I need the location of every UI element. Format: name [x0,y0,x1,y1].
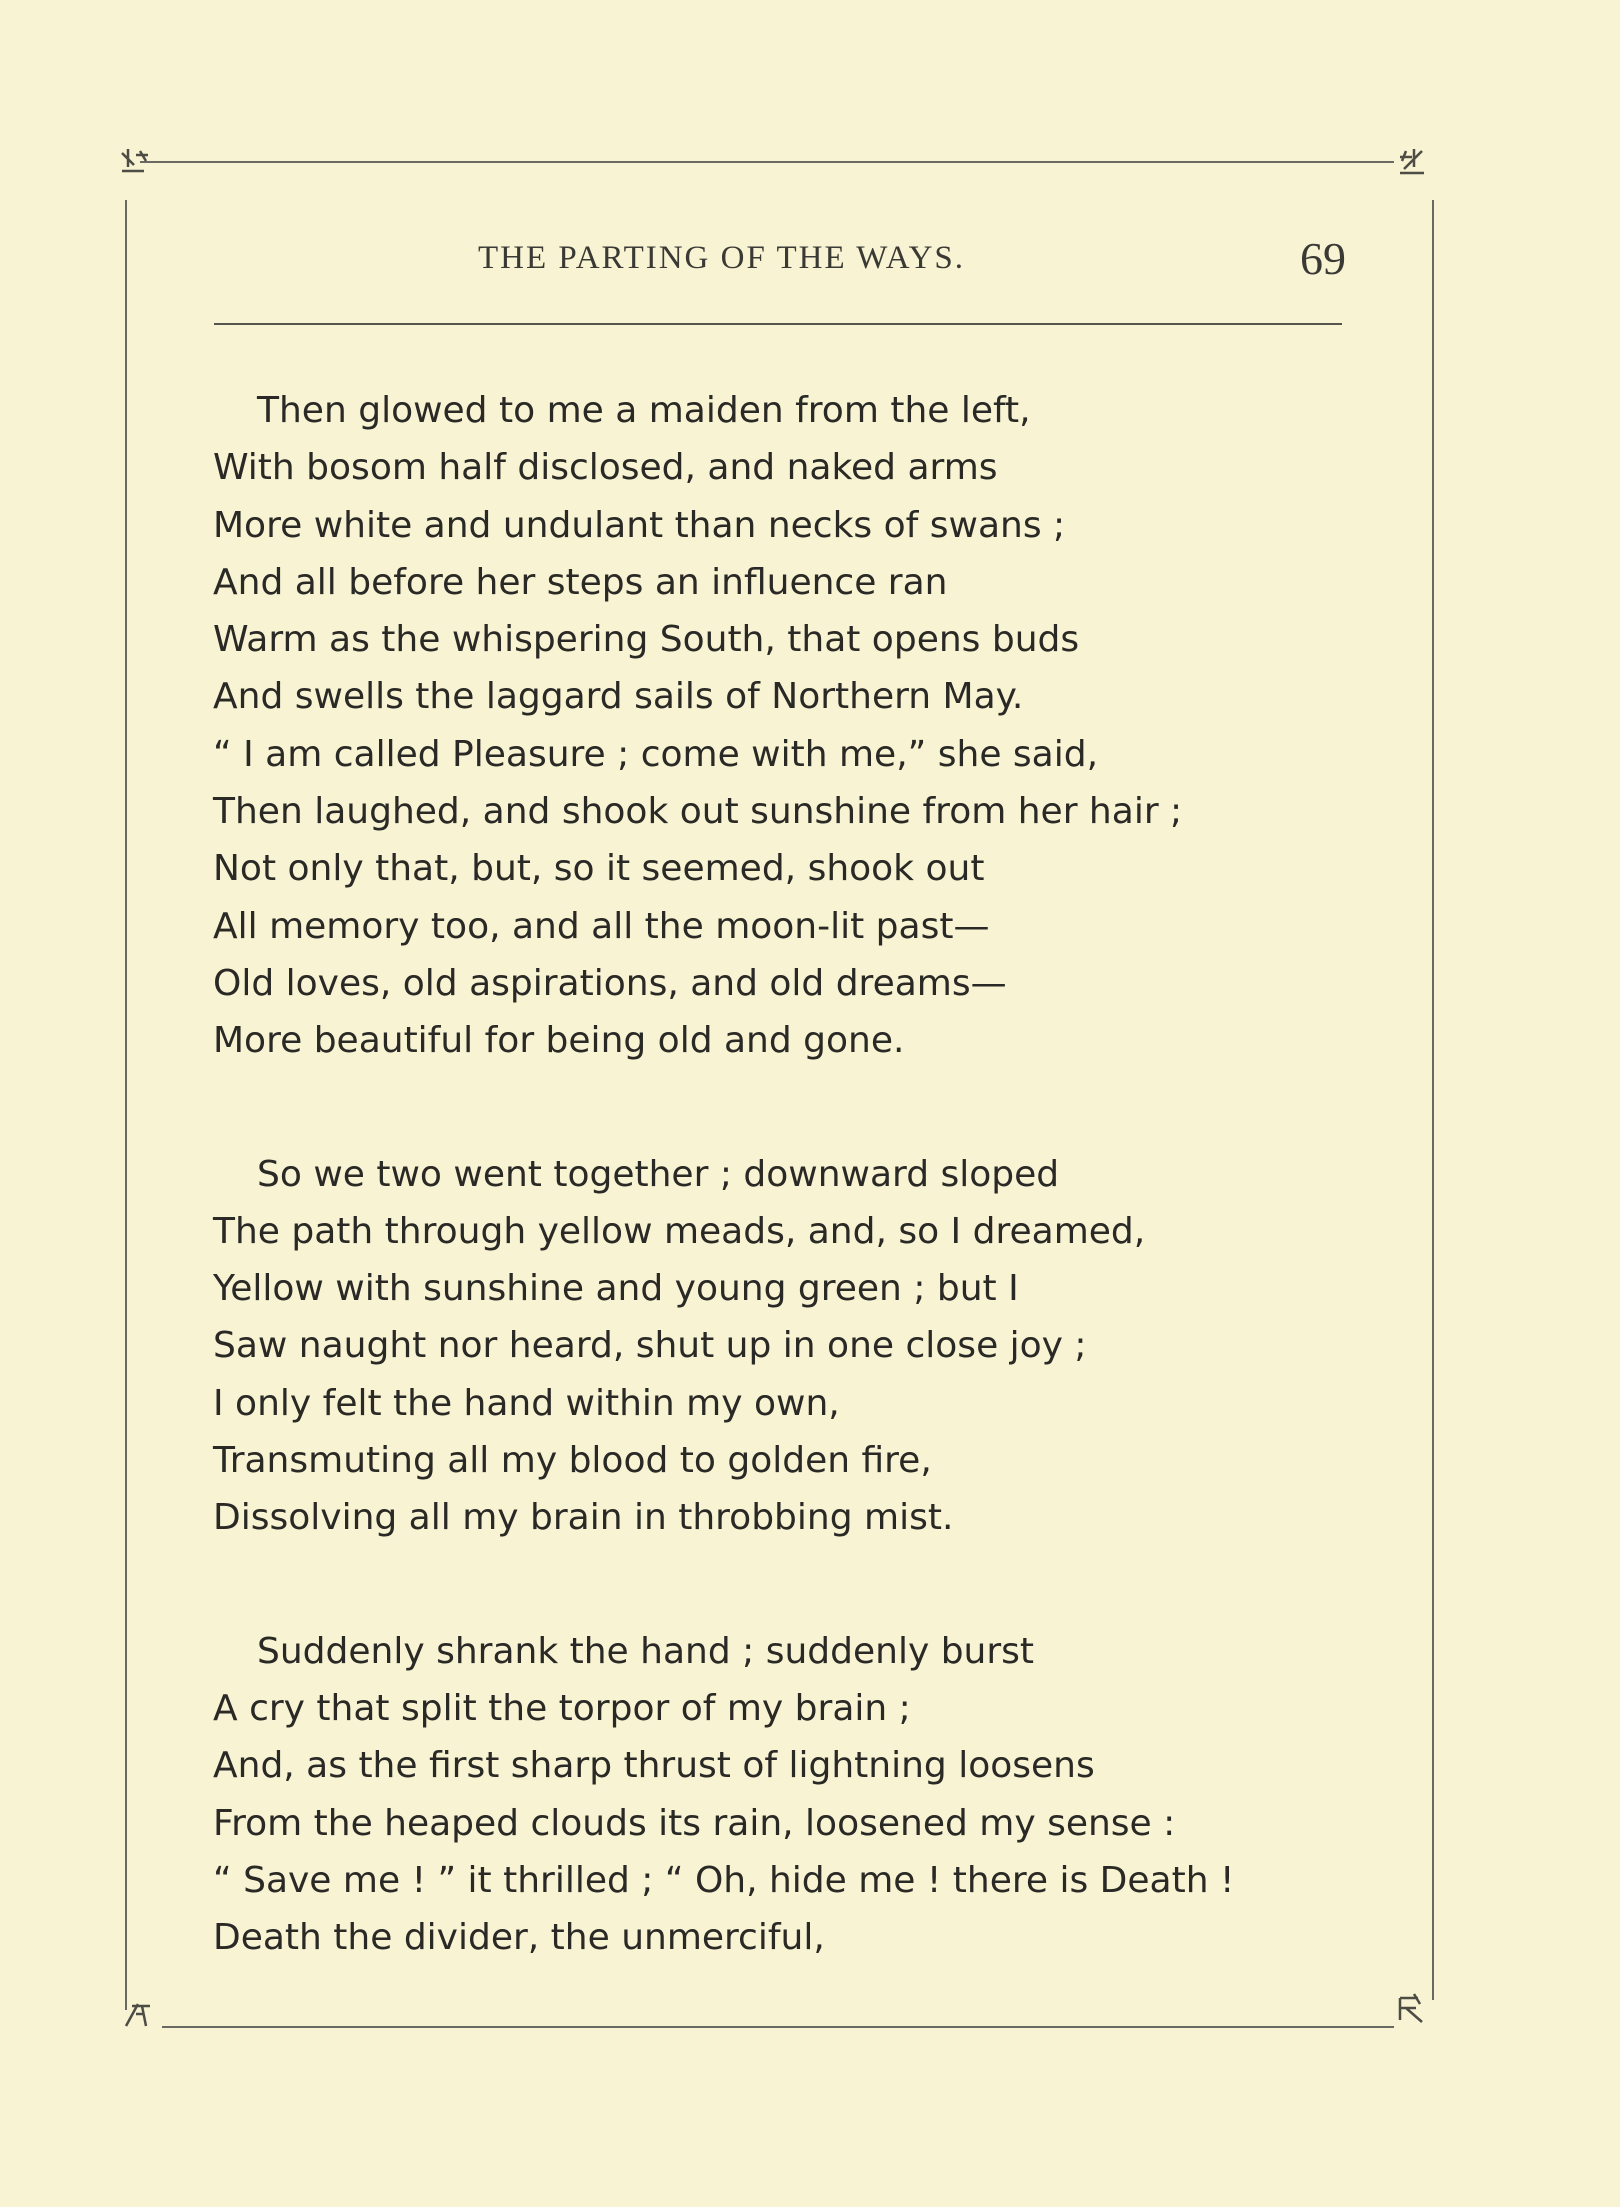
border-bottom-rule [162,2026,1394,2028]
poem-line: And all before her steps an influence ran [213,561,948,603]
poem-line: Not only that, but, so it seemed, shook out [213,848,985,890]
poem-line: Then glowed to me a maiden from the left, [257,390,1031,431]
poem-line: More white and undulant than necks of swans ; [213,504,1066,546]
border-right-rule [1432,200,1434,2000]
poem-line: Saw naught nor heard, shut up in one close joy ; [213,1325,1087,1367]
poem-line: The path through yellow meads, and, so I dreamed, [213,1210,1146,1252]
poem-line: Dissolving all my brain in throbbing mist. [213,1497,954,1539]
poem-line: Then laughed, and shook out sunshine from her hair ; [213,791,1183,833]
poem-line: And swells the laggard sails of Northern May. [213,676,1024,718]
stanza-break [213,1070,1393,1146]
poem-line: Warm as the whispering South, that opens buds [213,619,1080,661]
poem-body [213,382,1393,1966]
stanza-1 [213,382,1393,1070]
poem-line: I only felt the hand within my own, [213,1382,840,1424]
poem-line: A cry that split the torpor of my brain ; [213,1687,911,1729]
border-top-rule [140,161,1394,163]
page-number: 69 [1300,233,1346,284]
running-title: THE PARTING OF THE WAYS. [478,240,966,276]
poem-line: So we two went together ; downward sloped [257,1153,1060,1195]
border-left-rule [125,200,127,2010]
poem-line: Old loves, old aspirations, and old dreams— [213,962,1007,1004]
poem-line: “ Save me ! ” it thrilled ; “ Oh, hide me ! there is Death ! [213,1859,1235,1901]
poem-line: Transmuting all my blood to golden fire, [213,1440,932,1482]
poem-line: Death the divider, the unmerciful, [213,1917,825,1959]
poem-line: More beautiful for being old and gone. [213,1020,905,1062]
poem-line: “ I am called Pleasure ; come with me,” she said, [213,733,1099,775]
stanza-break [213,1547,1393,1623]
poem-line: All memory too, and all the moon-lit past— [213,905,990,947]
corner-ornament-bottom-right-icon [1394,1990,1428,2024]
stanza-2 [213,1146,1393,1547]
poem-line: With bosom half disclosed, and naked arms [213,447,998,489]
corner-ornament-top-right-icon [1394,145,1428,179]
header-rule [214,323,1342,325]
poem-line: And, as the first sharp thrust of lightning loosens [213,1745,1095,1787]
poem-line: From the heaped clouds its rain, loosened my sense : [213,1802,1176,1844]
stanza-3 [213,1623,1393,1967]
poem-line: Suddenly shrank the hand ; suddenly burst [257,1630,1035,1672]
poem-line: Yellow with sunshine and young green ; but I [213,1268,1019,1310]
corner-ornament-bottom-left-icon [120,1996,154,2030]
corner-ornament-top-left-icon [118,145,152,179]
